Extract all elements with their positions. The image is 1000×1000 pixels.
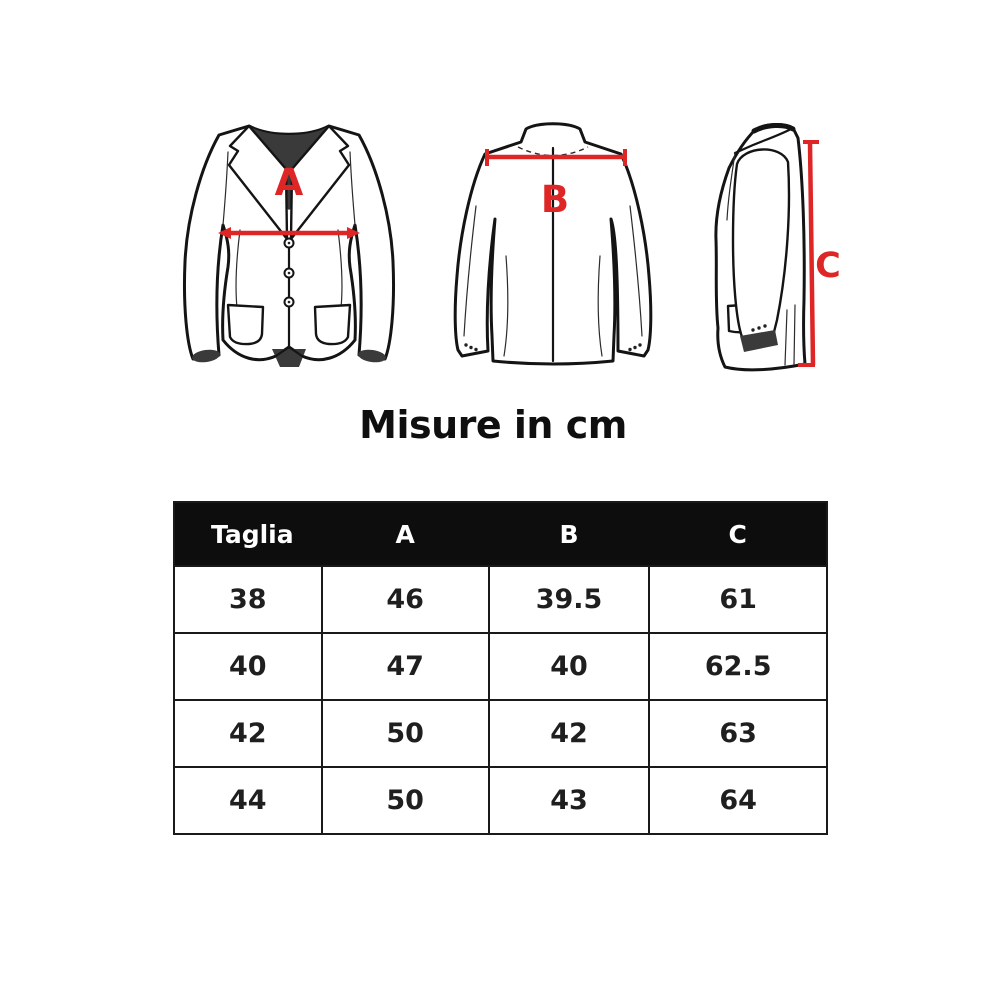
jacket-front-illustration (168, 112, 412, 370)
right-pocket (315, 305, 350, 344)
column-header-a: A (322, 502, 489, 566)
size-cell: 44 (174, 767, 322, 834)
jacket-back-body (455, 124, 651, 364)
measure-a-cell: 50 (322, 767, 489, 834)
size-table (173, 501, 828, 835)
jacket-back-illustration (448, 116, 660, 368)
jacket-front-svg (168, 112, 412, 370)
measurement-label-c: C (815, 246, 841, 286)
column-header-taglia: Taglia (174, 502, 322, 566)
table-row (174, 767, 827, 834)
size-cell: 42 (174, 700, 322, 767)
table-row (174, 700, 827, 767)
table-header-row (174, 502, 827, 566)
jacket-side-svg (695, 120, 845, 372)
size-cell: 40 (174, 633, 322, 700)
inner-hem-dark (272, 349, 306, 367)
measure-b-cell: 42 (489, 700, 650, 767)
measurement-label-b: B (540, 178, 570, 221)
measure-c-cell: 63 (649, 700, 827, 767)
column-header-b: B (489, 502, 650, 566)
measure-a-cell: 46 (322, 566, 489, 633)
measure-c-cell: 64 (649, 767, 827, 834)
left-pocket (228, 305, 263, 344)
size-cell: 38 (174, 566, 322, 633)
measurement-label-a: A (274, 161, 304, 204)
measure-b-cell: 39.5 (489, 566, 650, 633)
measure-c-cell: 61 (649, 566, 827, 633)
measure-b-cell: 40 (489, 633, 650, 700)
measure-a-cell: 47 (322, 633, 489, 700)
measurement-arrow-c (810, 143, 813, 365)
table-row (174, 633, 827, 700)
jacket-side-body (716, 124, 805, 369)
column-header-c: C (649, 502, 827, 566)
measure-b-cell: 43 (489, 767, 650, 834)
measure-a-cell: 50 (322, 700, 489, 767)
size-chart-title: Misure in cm (359, 403, 627, 447)
table-row (174, 566, 827, 633)
measure-c-cell: 62.5 (649, 633, 827, 700)
jacket-side-illustration (695, 120, 845, 372)
jacket-back-svg (448, 116, 660, 368)
